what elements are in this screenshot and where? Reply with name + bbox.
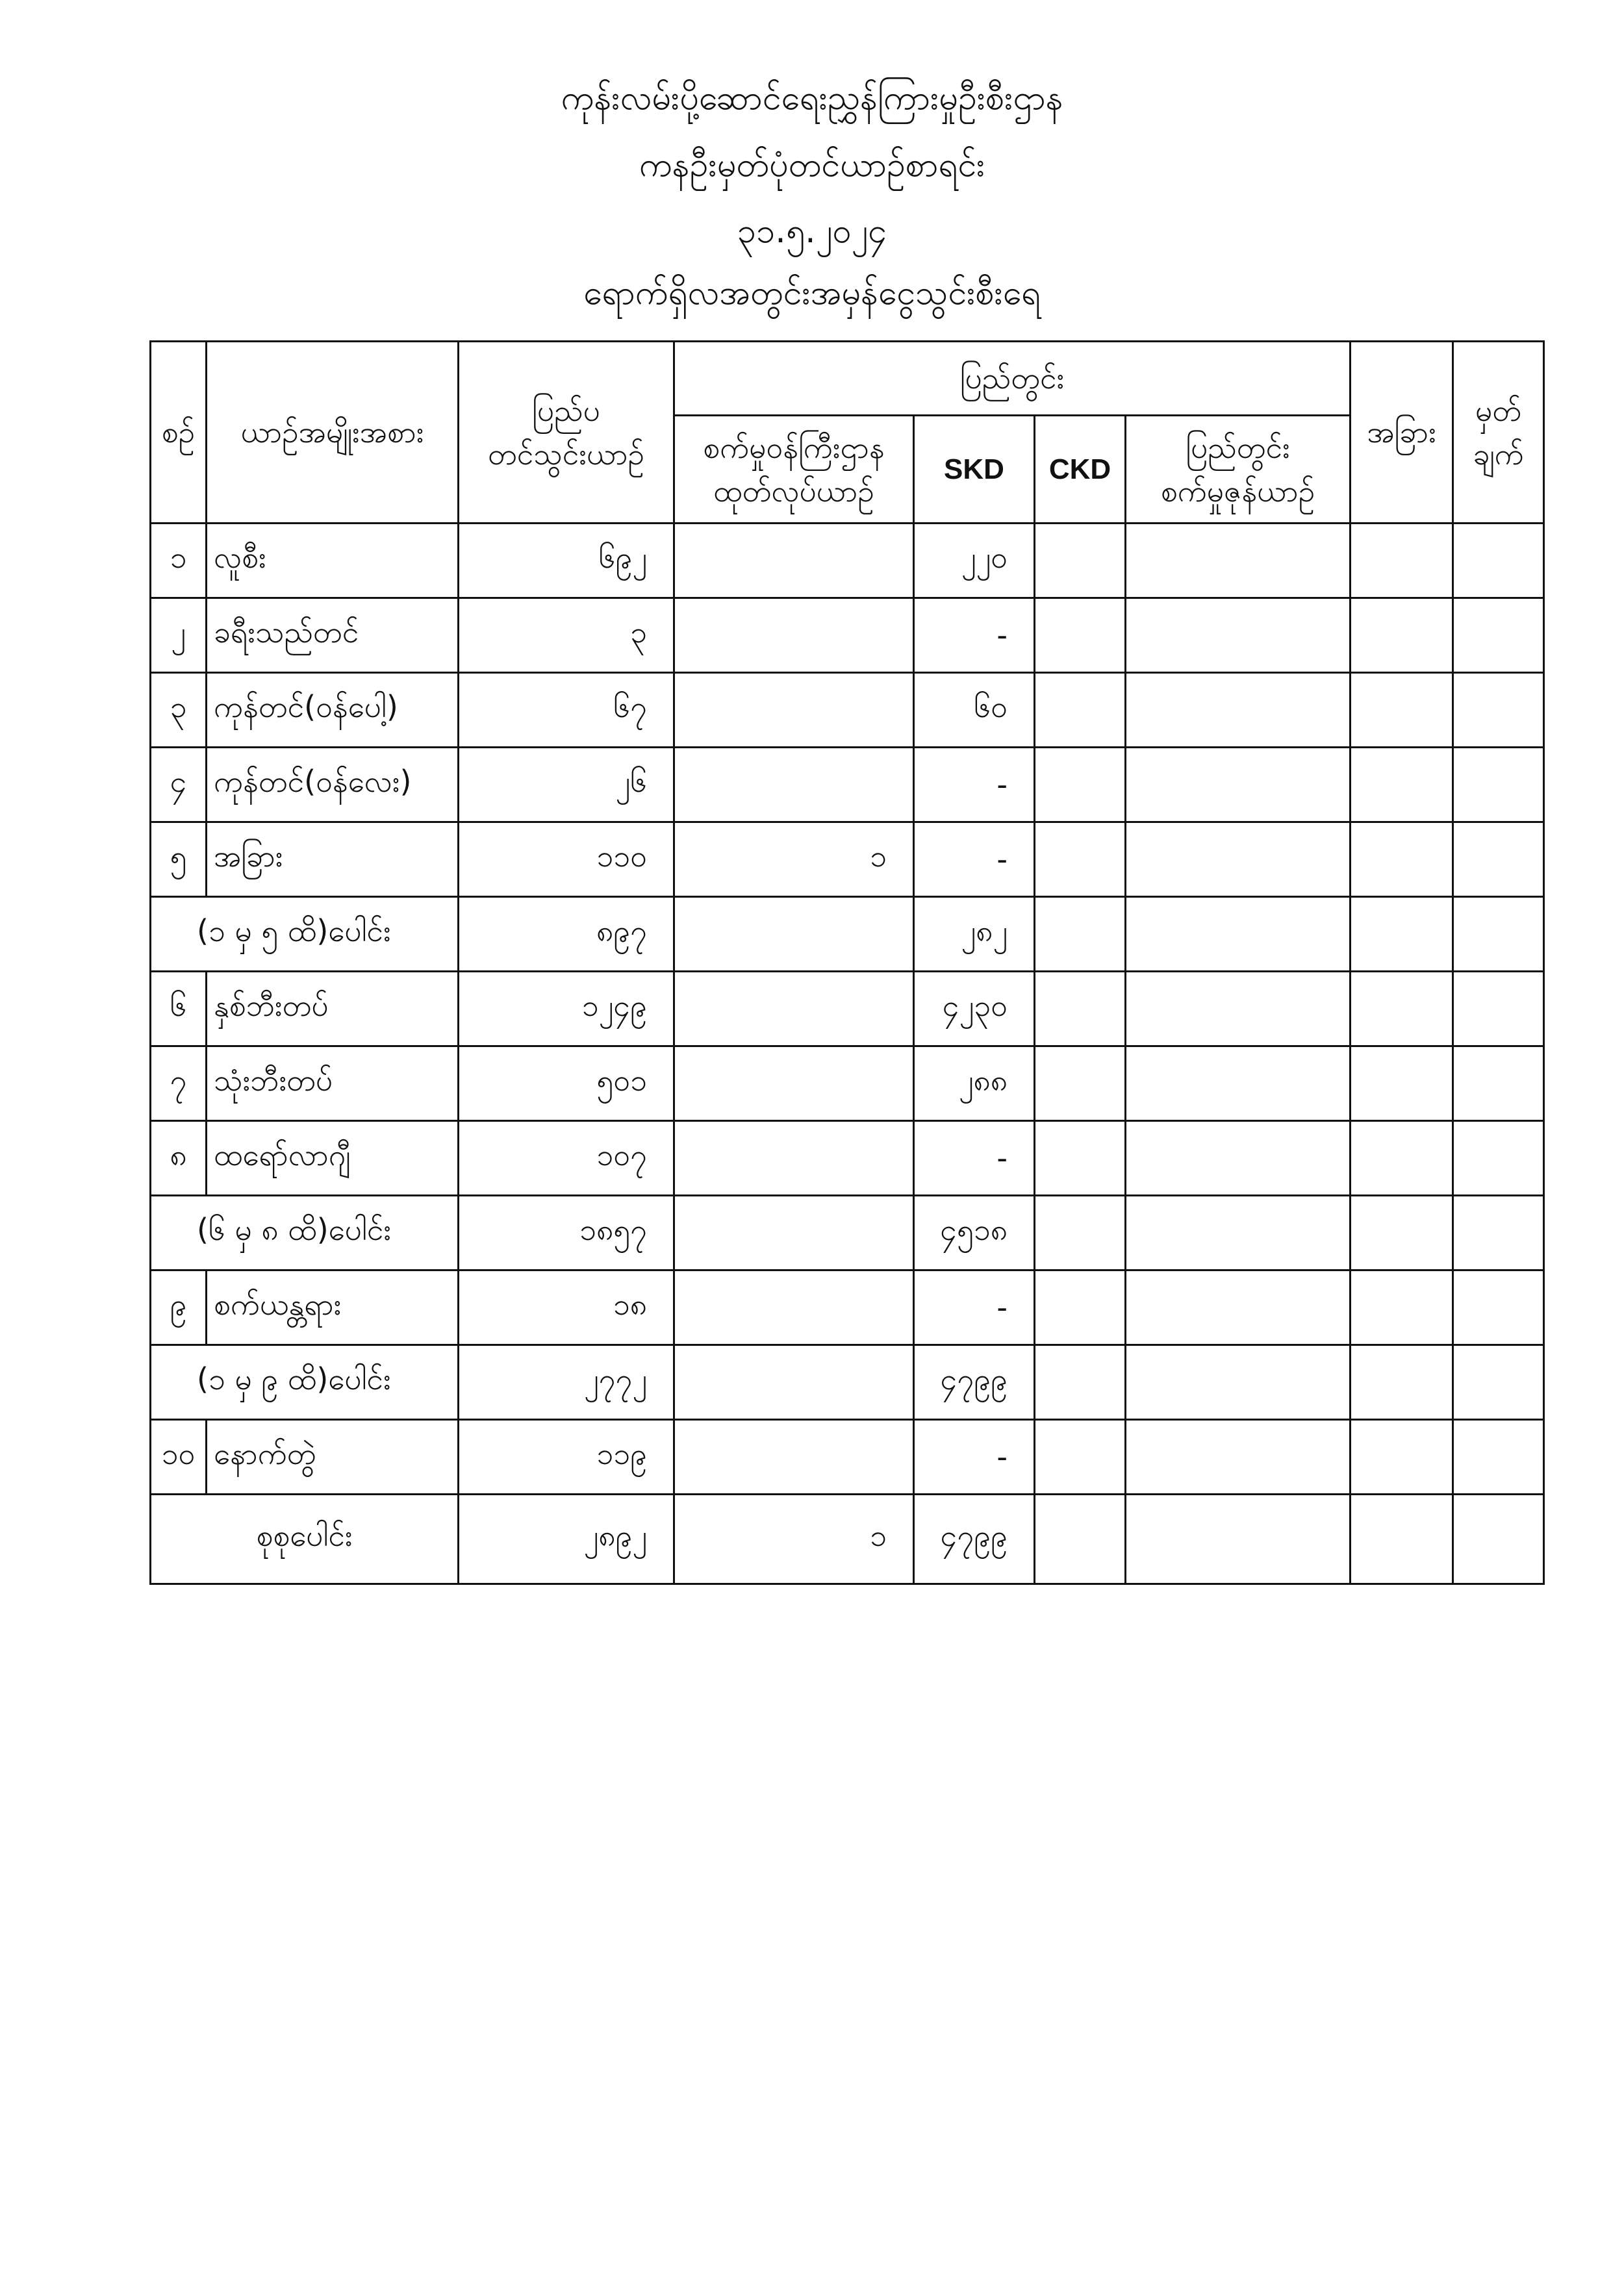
local-cell	[1126, 1420, 1351, 1495]
skd-cell: ၂၈၂	[914, 897, 1035, 972]
other-cell	[1351, 1270, 1453, 1345]
other-cell	[1351, 598, 1453, 673]
ckd-cell	[1035, 822, 1126, 897]
imported-cell: ၃	[459, 598, 674, 673]
imported-cell: ၁၀၇	[459, 1121, 674, 1196]
factory-cell	[674, 1121, 914, 1196]
imported-cell: ၁၁၉	[459, 1420, 674, 1495]
factory-cell	[674, 1046, 914, 1121]
local-cell	[1126, 972, 1351, 1046]
table-row	[151, 1046, 1544, 1121]
row-number-cell: ၈	[151, 1121, 207, 1196]
factory-cell	[674, 1270, 914, 1345]
ckd-cell	[1035, 748, 1126, 822]
skd-cell: -	[914, 598, 1035, 673]
local-cell	[1126, 748, 1351, 822]
col-imported: ပြည်ပ တင်သွင်းယာဉ်	[459, 342, 674, 524]
row-number-cell: ၄	[151, 748, 207, 822]
col-remark: မှတ် ချက်	[1453, 342, 1544, 524]
other-cell	[1351, 524, 1453, 598]
remark-cell	[1453, 1270, 1544, 1345]
remark-cell	[1453, 1196, 1544, 1270]
factory-cell	[674, 1345, 914, 1420]
local-cell	[1126, 1121, 1351, 1196]
factory-cell	[674, 598, 914, 673]
ckd-cell	[1035, 897, 1126, 972]
col-skd: SKD	[914, 416, 1035, 524]
remark-cell	[1453, 822, 1544, 897]
vehicle-type-cell: (၆ မှ ၈ ထိ)ပေါင်း	[151, 1196, 459, 1270]
other-cell	[1351, 897, 1453, 972]
table-row	[151, 748, 1544, 822]
row-number-cell: ၁	[151, 524, 207, 598]
remark-cell	[1453, 1495, 1544, 1584]
table-row	[151, 524, 1544, 598]
imported-cell: ၈၉၇	[459, 897, 674, 972]
factory-cell	[674, 673, 914, 748]
row-number-cell: ၆	[151, 972, 207, 1046]
factory-cell	[674, 1196, 914, 1270]
subtotal-row	[151, 897, 1544, 972]
ckd-cell	[1035, 1196, 1126, 1270]
registration-table	[149, 340, 1545, 1585]
table-row	[151, 598, 1544, 673]
col-domestic-group: ပြည်တွင်း	[674, 342, 1351, 416]
factory-cell	[674, 748, 914, 822]
vehicle-type-cell: သုံးဘီးတပ်	[207, 1046, 459, 1121]
ckd-cell	[1035, 1495, 1126, 1584]
local-cell	[1126, 524, 1351, 598]
remark-cell	[1453, 1420, 1544, 1495]
row-number-cell: ၉	[151, 1270, 207, 1345]
skd-cell: ၂၂၀	[914, 524, 1035, 598]
total-skd-cell: ၄၇၉၉	[914, 1495, 1035, 1584]
skd-cell: -	[914, 1420, 1035, 1495]
table-row	[151, 972, 1544, 1046]
other-cell	[1351, 1046, 1453, 1121]
local-cell	[1126, 1046, 1351, 1121]
local-cell	[1126, 598, 1351, 673]
vehicle-type-cell: နှစ်ဘီးတပ်	[207, 972, 459, 1046]
vehicle-type-cell: နောက်တွဲ	[207, 1420, 459, 1495]
remark-cell	[1453, 897, 1544, 972]
imported-cell: ၁၈	[459, 1270, 674, 1345]
remark-cell	[1453, 972, 1544, 1046]
ckd-cell	[1035, 972, 1126, 1046]
vehicle-type-cell: (၁ မှ ၅ ထိ)ပေါင်း	[151, 897, 459, 972]
table-row	[151, 822, 1544, 897]
remark-cell	[1453, 1345, 1544, 1420]
col-no: စဉ်	[151, 342, 207, 524]
table-row	[151, 1121, 1544, 1196]
subtotal-row	[151, 1345, 1544, 1420]
col-other: အခြား	[1351, 342, 1453, 524]
row-number-cell: ၂	[151, 598, 207, 673]
remark-cell	[1453, 673, 1544, 748]
other-cell	[1351, 972, 1453, 1046]
local-cell	[1126, 673, 1351, 748]
other-cell	[1351, 673, 1453, 748]
skd-cell: ၄၅၁၈	[914, 1196, 1035, 1270]
total-imported-cell: ၂၈၉၂	[459, 1495, 674, 1584]
ckd-cell	[1035, 1046, 1126, 1121]
ckd-cell	[1035, 673, 1126, 748]
local-cell	[1126, 1345, 1351, 1420]
table-row	[151, 673, 1544, 748]
factory-cell	[674, 524, 914, 598]
imported-cell: ၂၆	[459, 748, 674, 822]
col-type: ယာဉ်အမျိုးအစား	[207, 342, 459, 524]
row-number-cell: ၁၀	[151, 1420, 207, 1495]
vehicle-type-cell: ကုန်တင်(ဝန်လေး)	[207, 748, 459, 822]
other-cell	[1351, 1121, 1453, 1196]
ckd-cell	[1035, 1420, 1126, 1495]
other-cell	[1351, 822, 1453, 897]
vehicle-type-cell: ကုန်တင်(ဝန်ပေါ့)	[207, 673, 459, 748]
factory-cell	[674, 1420, 914, 1495]
imported-cell: ၁၁၀	[459, 822, 674, 897]
table-body	[151, 524, 1544, 1584]
total-row	[151, 1495, 1544, 1584]
other-cell	[1351, 1495, 1453, 1584]
report-date: ၃၁.၅.၂၀၂၄	[737, 212, 887, 251]
imported-cell: ၆၉၂	[459, 524, 674, 598]
report-subtitle: ရောက်ရှိလအတွင်းအမှန်ငွေသွင်းစီးရေ	[583, 273, 1041, 312]
table-row	[151, 1420, 1544, 1495]
remark-cell	[1453, 748, 1544, 822]
skd-cell: -	[914, 1270, 1035, 1345]
factory-cell	[674, 972, 914, 1046]
vehicle-type-cell: ထရော်လာဂျီ	[207, 1121, 459, 1196]
other-cell	[1351, 748, 1453, 822]
skd-cell: ၆၀	[914, 673, 1035, 748]
vehicle-type-cell: ခရီးသည်တင်	[207, 598, 459, 673]
other-cell	[1351, 1196, 1453, 1270]
col-factory: စက်မှုဝန်ကြီးဌာန ထုတ်လုပ်ယာဉ်	[674, 416, 914, 524]
vehicle-type-cell: အခြား	[207, 822, 459, 897]
remark-cell	[1453, 1046, 1544, 1121]
skd-cell: ၄၇၉၉	[914, 1345, 1035, 1420]
ckd-cell	[1035, 524, 1126, 598]
row-number-cell: ၅	[151, 822, 207, 897]
local-cell	[1126, 897, 1351, 972]
total-label-cell: စုစုပေါင်း	[151, 1495, 459, 1584]
row-number-cell: ၇	[151, 1046, 207, 1121]
col-ckd: CKD	[1035, 416, 1126, 524]
vehicle-type-cell: စက်ယန္တရား	[207, 1270, 459, 1345]
skd-cell: ၄၂၃၀	[914, 972, 1035, 1046]
col-local: ပြည်တွင်း စက်မှုဇုန်ယာဉ်	[1126, 416, 1351, 524]
skd-cell: -	[914, 822, 1035, 897]
ckd-cell	[1035, 1121, 1126, 1196]
imported-cell: ၆၇	[459, 673, 674, 748]
factory-cell: ၁	[674, 822, 914, 897]
total-factory-cell: ၁	[674, 1495, 914, 1584]
remark-cell	[1453, 598, 1544, 673]
report-title: ကနဦးမှတ်ပုံတင်ယာဉ်စာရင်း	[639, 145, 985, 184]
imported-cell: ၁၈၅၇	[459, 1196, 674, 1270]
imported-cell: ၂၇၇၂	[459, 1345, 674, 1420]
local-cell	[1126, 1270, 1351, 1345]
other-cell	[1351, 1420, 1453, 1495]
skd-cell: -	[914, 748, 1035, 822]
local-cell	[1126, 1196, 1351, 1270]
local-cell	[1126, 822, 1351, 897]
remark-cell	[1453, 524, 1544, 598]
remark-cell	[1453, 1121, 1544, 1196]
subtotal-row	[151, 1196, 1544, 1270]
ministry-title: ကုန်းလမ်းပို့ဆောင်ရေးညွှန်ကြားမှုဦးစီးဌာန	[561, 79, 1063, 118]
other-cell	[1351, 1345, 1453, 1420]
row-number-cell: ၃	[151, 673, 207, 748]
ckd-cell	[1035, 1345, 1126, 1420]
table-row	[151, 1270, 1544, 1345]
imported-cell: ၅၀၁	[459, 1046, 674, 1121]
skd-cell: -	[914, 1121, 1035, 1196]
ckd-cell	[1035, 1270, 1126, 1345]
imported-cell: ၁၂၄၉	[459, 972, 674, 1046]
ckd-cell	[1035, 598, 1126, 673]
vehicle-type-cell: လူစီး	[207, 524, 459, 598]
vehicle-type-cell: (၁ မှ ၉ ထိ)ပေါင်း	[151, 1345, 459, 1420]
skd-cell: ၂၈၈	[914, 1046, 1035, 1121]
local-cell	[1126, 1495, 1351, 1584]
factory-cell	[674, 897, 914, 972]
